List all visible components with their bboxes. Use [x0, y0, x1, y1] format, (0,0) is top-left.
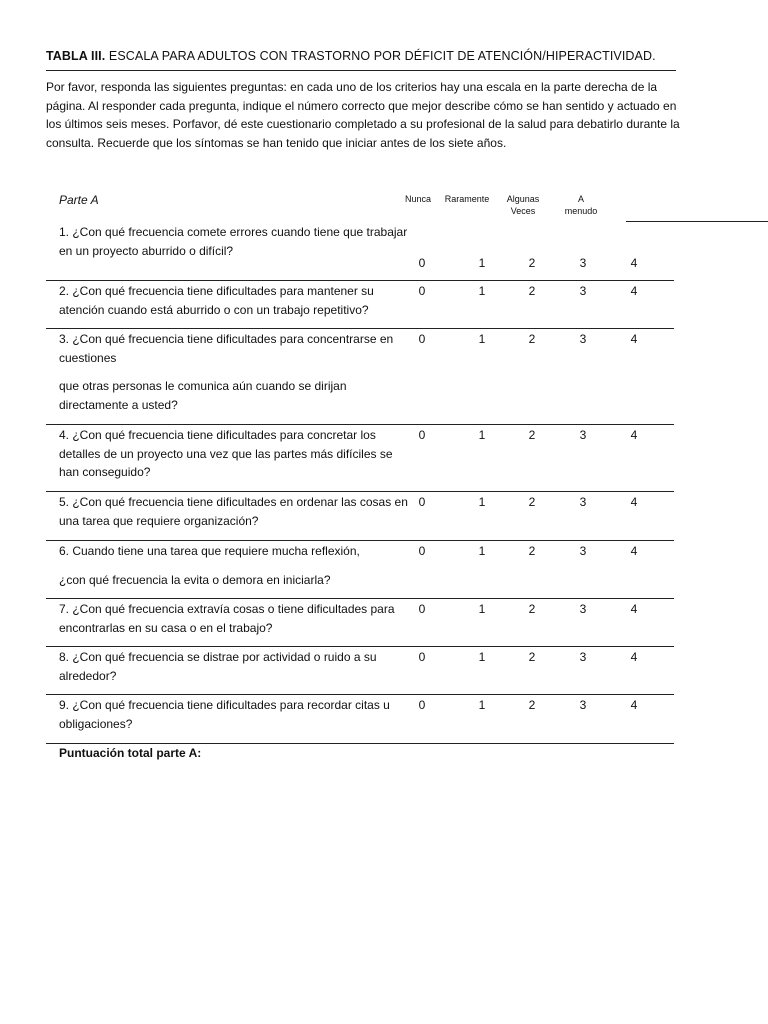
score-option-4[interactable]: 4: [630, 495, 638, 509]
score-option-0[interactable]: 0: [418, 256, 426, 270]
score-option-0[interactable]: 0: [418, 650, 426, 664]
score-option-0[interactable]: 0: [418, 495, 426, 509]
score-option-0[interactable]: 0: [418, 332, 426, 346]
question-line: 9. ¿Con qué frecuencia tiene dificultades para recordar citas u obligaciones?: [59, 698, 390, 731]
score-option-1[interactable]: 1: [478, 256, 486, 270]
total-score-label: Puntuación total parte A:: [59, 746, 202, 760]
score-option-3[interactable]: 3: [579, 698, 587, 712]
question-row: [46, 540, 674, 599]
question-row: [46, 491, 674, 541]
score-option-0[interactable]: 0: [418, 428, 426, 442]
score-option-4[interactable]: 4: [630, 332, 638, 346]
score-option-0[interactable]: 0: [418, 284, 426, 298]
question-text: [59, 330, 411, 414]
question-row: [46, 646, 674, 695]
question-row: [46, 424, 674, 492]
score-option-2[interactable]: 2: [528, 284, 536, 298]
title-prefix: TABLA III.: [46, 49, 106, 63]
score-option-4[interactable]: 4: [630, 602, 638, 616]
part-a-label: Parte A: [59, 193, 99, 207]
score-option-2[interactable]: 2: [528, 544, 536, 558]
question-line: 1. ¿Con qué frecuencia comete errores cuando tiene que trabajar en un proyecto aburrido o difícil?: [59, 225, 408, 258]
question-line: 3. ¿Con qué frecuencia tiene dificultades para concentrarse en cuestiones: [59, 332, 394, 365]
score-option-4[interactable]: 4: [630, 698, 638, 712]
score-option-2[interactable]: 2: [528, 495, 536, 509]
question-row: [46, 598, 674, 647]
score-option-0[interactable]: 0: [418, 698, 426, 712]
question-text: [59, 696, 411, 733]
column-header: Raramente: [444, 194, 490, 204]
question-text: [59, 648, 411, 685]
column-header: Nunca: [404, 194, 431, 204]
score-option-2[interactable]: 2: [528, 698, 536, 712]
question-line: 4. ¿Con qué frecuencia tiene dificultades para concretar los detalles de un proyecto una vez que las partes más difíciles se han conseguido?: [59, 428, 393, 479]
score-option-3[interactable]: 3: [579, 284, 587, 298]
score-option-4[interactable]: 4: [630, 284, 638, 298]
score-option-3[interactable]: 3: [579, 495, 587, 509]
score-option-1[interactable]: 1: [478, 698, 486, 712]
question-line: 6. Cuando tiene una tarea que requiere mucha reflexión,: [59, 544, 360, 558]
score-option-3[interactable]: 3: [579, 332, 587, 346]
intro-paragraph: Por favor, responda las siguientes preguntas: en cada uno de los criterios hay una escala en la parte derecha de la página. Al responder cada pregunta, indique el número correcto que mejor describe cómo se han sentido y actuado en los últimos seis meses. Porfavor, dé este cuestionario completado a su profesional de la salud para debatirlo durante la consulta. Recuerde que los síntomas se han tenido que iniciar antes de los siete años.: [46, 80, 680, 150]
score-option-1[interactable]: 1: [478, 284, 486, 298]
title-text: ESCALA PARA ADULTOS CON TRASTORNO POR DÉFICIT DE ATENCIÓN/HIPERACTIVIDAD.: [105, 49, 656, 63]
title-divider: [46, 70, 676, 71]
score-option-1[interactable]: 1: [478, 650, 486, 664]
question-line: 2. ¿Con qué frecuencia tiene dificultades para mantener su atención cuando está aburrido o con un trabajo repetitivo?: [59, 284, 374, 317]
question-row: [46, 280, 674, 329]
question-line: 8. ¿Con qué frecuencia se distrae por actividad o ruido a su alrededor?: [59, 650, 377, 683]
score-option-0[interactable]: 0: [418, 544, 426, 558]
score-option-4[interactable]: 4: [630, 650, 638, 664]
question-line: ¿con qué frecuencia la evita o demora en iniciarla?: [59, 572, 331, 587]
question-text: [59, 493, 411, 530]
score-option-3[interactable]: 3: [579, 650, 587, 664]
question-text: [59, 600, 411, 637]
question-text: [59, 282, 411, 319]
question-text: [59, 542, 411, 589]
question-line: que otras personas le comunica aún cuando se dirijan directamente a usted?: [59, 379, 347, 412]
page-title: [46, 49, 656, 63]
score-option-2[interactable]: 2: [528, 602, 536, 616]
question-row: [46, 328, 674, 425]
score-option-1[interactable]: 1: [478, 602, 486, 616]
question-text: [59, 426, 411, 482]
score-option-2[interactable]: 2: [528, 256, 536, 270]
score-option-2[interactable]: 2: [528, 650, 536, 664]
question-row: [46, 221, 674, 281]
column-header: A menudo: [564, 194, 598, 216]
score-option-3[interactable]: 3: [579, 544, 587, 558]
question-line: 5. ¿Con qué frecuencia tiene dificultades en ordenar las cosas en una tarea que requiere organización?: [59, 495, 408, 528]
score-option-4[interactable]: 4: [630, 256, 638, 270]
score-option-1[interactable]: 1: [478, 544, 486, 558]
score-option-3[interactable]: 3: [579, 256, 587, 270]
score-option-4[interactable]: 4: [630, 544, 638, 558]
score-option-4[interactable]: 4: [630, 428, 638, 442]
question-row: [46, 694, 674, 744]
score-option-0[interactable]: 0: [418, 602, 426, 616]
question-line: 7. ¿Con qué frecuencia extravía cosas o tiene dificultades para encontrarlas en su casa o en el trabajo?: [59, 602, 395, 635]
score-option-3[interactable]: 3: [579, 602, 587, 616]
score-option-1[interactable]: 1: [478, 495, 486, 509]
score-option-2[interactable]: 2: [528, 428, 536, 442]
question-text: [59, 223, 411, 260]
score-option-2[interactable]: 2: [528, 332, 536, 346]
column-header: Algunas Veces: [506, 194, 540, 216]
score-option-1[interactable]: 1: [478, 332, 486, 346]
score-option-3[interactable]: 3: [579, 428, 587, 442]
score-option-1[interactable]: 1: [478, 428, 486, 442]
